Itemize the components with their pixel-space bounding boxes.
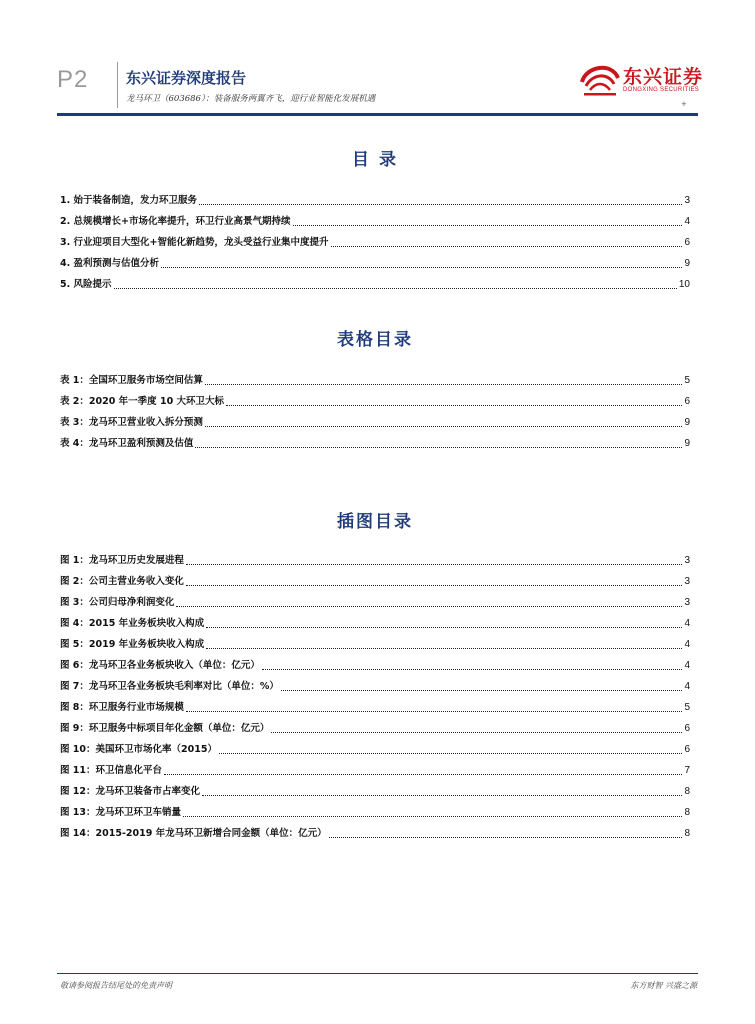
figure-entry-page: 5	[684, 702, 690, 713]
toc-entry-page: 10	[678, 279, 690, 290]
toc-leader-dots	[293, 224, 683, 226]
toc-leader-dots	[205, 425, 683, 427]
company-logo	[578, 60, 702, 102]
figure-entry[interactable]	[60, 672, 690, 693]
toc-leader-dots	[114, 287, 677, 289]
figure-entry-page: 4	[684, 639, 690, 650]
header-corner-mark: +	[681, 100, 687, 108]
toc-leader-dots	[186, 563, 683, 565]
figure-entry[interactable]	[60, 798, 690, 819]
toc-entry[interactable]	[60, 228, 690, 249]
figure-entry-label: 图 13：龙马环卫环卫车销量	[60, 807, 182, 818]
figure-entry-page: 8	[684, 786, 690, 797]
footer-disclaimer: 敬请参阅报告结尾处的免责声明	[60, 981, 172, 990]
toc-leader-dots	[329, 836, 683, 838]
toc-leader-dots	[183, 815, 682, 817]
toc-leader-dots	[331, 245, 683, 247]
tables-heading: 表格目录	[337, 330, 413, 350]
figure-entry-label: 图 2：公司主营业务收入变化	[60, 576, 184, 587]
figure-entry[interactable]	[60, 756, 690, 777]
figure-entry-page: 8	[684, 828, 690, 839]
table-entry-page: 6	[684, 396, 690, 407]
toc-leader-dots	[186, 584, 683, 586]
figure-entry[interactable]	[60, 546, 690, 567]
toc-leader-dots	[226, 404, 682, 406]
figure-entry[interactable]	[60, 651, 690, 672]
contents-section	[60, 148, 690, 291]
figure-entry-page: 3	[684, 576, 690, 587]
figure-entry-label: 图 7：龙马环卫各业务板块毛利率对比（单位：%）	[60, 681, 279, 692]
toc-leader-dots	[219, 752, 682, 754]
table-entry-label: 表 3：龙马环卫营业收入拆分预测	[60, 417, 203, 428]
figure-entry-label: 图 11：环卫信息化平台	[60, 765, 163, 776]
table-entry-page: 5	[684, 375, 690, 386]
table-entry[interactable]	[60, 366, 690, 387]
toc-entry[interactable]	[60, 249, 690, 270]
figure-entry-page: 3	[684, 555, 690, 566]
report-title: 东兴证券深度报告	[126, 69, 247, 87]
figure-entry-label: 图 1：龙马环卫历史发展进程	[60, 555, 184, 566]
figure-entry-page: 3	[684, 597, 690, 608]
figure-entry-label: 图 12：龙马环卫装备市占率变化	[60, 786, 201, 797]
toc-entry[interactable]	[60, 186, 690, 207]
toc-leader-dots	[206, 626, 682, 628]
figure-entry-label: 图 4：2015 年业务板块收入构成	[60, 618, 205, 629]
toc-leader-dots	[202, 794, 682, 796]
table-entry-page: 9	[684, 438, 690, 449]
toc-leader-dots	[186, 710, 683, 712]
figure-entry[interactable]	[60, 735, 690, 756]
figures-list	[60, 546, 690, 840]
toc-leader-dots	[281, 689, 683, 691]
footer-rule	[57, 973, 698, 974]
toc-leader-dots	[195, 446, 682, 448]
table-entry-page: 9	[684, 417, 690, 428]
figure-entry-page: 6	[684, 744, 690, 755]
figure-entry[interactable]	[60, 567, 690, 588]
figure-entry-page: 4	[684, 618, 690, 629]
toc-entry-label: 1. 始于装备制造，发力环卫服务	[60, 195, 198, 206]
table-entry[interactable]	[60, 387, 690, 408]
logo-chinese-name: 东兴证券	[623, 66, 704, 88]
toc-entry[interactable]	[60, 270, 690, 291]
toc-entry-label: 4. 盈利预测与估值分析	[60, 258, 160, 269]
toc-entry-label: 3. 行业迎项目大型化+智能化新趋势，龙头受益行业集中度提升	[60, 237, 329, 248]
figures-section	[60, 510, 690, 840]
figure-entry-label: 图 9：环卫服务中标项目年化金额（单位：亿元）	[60, 723, 270, 734]
logo-english-name: DONGXING SECURITIES	[623, 87, 700, 93]
toc-entry-page: 9	[684, 258, 690, 269]
figure-entry-label: 图 14：2015-2019 年龙马环卫新增合同金额（单位：亿元）	[60, 828, 327, 839]
figure-entry-label: 图 5：2019 年业务板块收入构成	[60, 639, 205, 650]
figure-entry-label: 图 6：龙马环卫各业务板块收入（单位：亿元）	[60, 660, 260, 671]
report-subtitle: 龙马环卫（603686）：装备服务两翼齐飞，迎行业智能化发展机遇	[126, 94, 376, 104]
toc-leader-dots	[262, 668, 683, 670]
figure-entry[interactable]	[60, 819, 690, 840]
toc-entry-label: 2. 总规模增长+市场化率提升，环卫行业高景气期持续	[60, 216, 291, 227]
toc-leader-dots	[176, 605, 682, 607]
toc-leader-dots	[164, 773, 682, 775]
page-number: P2	[57, 66, 89, 93]
toc-leader-dots	[206, 647, 682, 649]
toc-entry-page: 4	[684, 216, 690, 227]
table-entry[interactable]	[60, 408, 690, 429]
toc-entry-page: 3	[684, 195, 690, 206]
footer-slogan: 东方财智 兴盛之源	[630, 981, 697, 990]
figures-heading: 插图目录	[337, 512, 413, 532]
logo-mark-icon	[578, 60, 622, 100]
table-entry-label: 表 1：全国环卫服务市场空间估算	[60, 375, 203, 386]
figure-entry[interactable]	[60, 693, 690, 714]
figure-entry[interactable]	[60, 588, 690, 609]
table-entry-label: 表 2：2020 年一季度 10 大环卫大标	[60, 396, 225, 407]
table-entry-label: 表 4：龙马环卫盈利预测及估值	[60, 438, 194, 449]
toc-entry-page: 6	[684, 237, 690, 248]
table-entry[interactable]	[60, 429, 690, 450]
contents-heading: 目 录	[352, 150, 398, 170]
header-divider	[117, 62, 118, 108]
toc-leader-dots	[161, 266, 682, 268]
header-rule	[57, 113, 698, 116]
figure-entry[interactable]	[60, 714, 690, 735]
figure-entry-page: 6	[684, 723, 690, 734]
figure-entry-label: 图 10：美国环卫市场化率（2015）	[60, 744, 217, 755]
figure-entry-page: 8	[684, 807, 690, 818]
figure-entry-label: 图 8：环卫服务行业市场规模	[60, 702, 184, 713]
figure-entry-page: 4	[684, 660, 690, 671]
figure-entry-page: 7	[684, 765, 690, 776]
figure-entry-page: 4	[684, 681, 690, 692]
toc-leader-dots	[205, 383, 683, 385]
tables-list	[60, 366, 690, 450]
contents-list	[60, 186, 690, 291]
tables-section	[60, 328, 690, 450]
figure-entry-label: 图 3：公司归母净利润变化	[60, 597, 175, 608]
figure-entry[interactable]	[60, 777, 690, 798]
toc-leader-dots	[271, 731, 682, 733]
figure-entry[interactable]	[60, 609, 690, 630]
toc-leader-dots	[199, 203, 682, 205]
figure-entry[interactable]	[60, 630, 690, 651]
toc-entry[interactable]	[60, 207, 690, 228]
toc-entry-label: 5. 风险提示	[60, 279, 112, 290]
